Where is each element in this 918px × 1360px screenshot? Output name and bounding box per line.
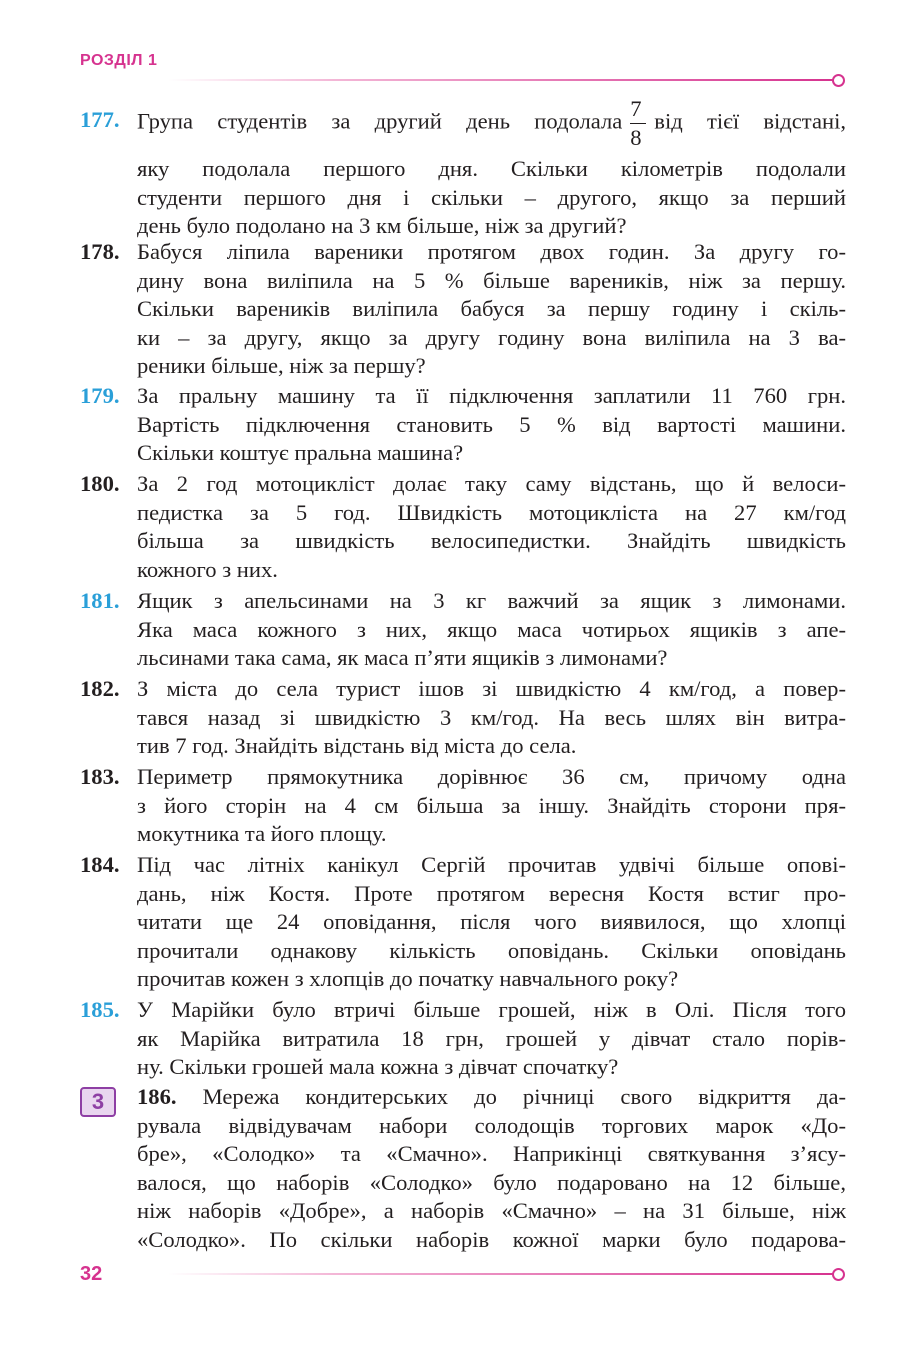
page-number: 32 (80, 1263, 103, 1285)
problem-line: яку подолала першого дня. Скільки кілометрів подолали (137, 156, 846, 181)
problem-line: Скільки коштує пральна машина? (137, 440, 464, 465)
problem-line: мокутника та його площу. (137, 821, 387, 846)
problem-line: З міста до села турист ішов зі швидкістю 4 км/год, а повер- (137, 676, 846, 701)
problem-number: 179. (80, 383, 120, 408)
section-label: РОЗДІЛ 1 (80, 52, 158, 69)
problem-line: Бабуся ліпила вареники протягом двох годин. За другу го- (137, 239, 846, 264)
problem-number: 184. (80, 852, 120, 877)
level-3-badge-icon: 3 (80, 1087, 116, 1117)
problem-line: тив 7 год. Знайдіть відстань від міста до села. (137, 733, 577, 758)
problem-line: педистка за 5 год. Швидкість мотоцикліста на 27 км/год (137, 499, 846, 525)
problem-line: Яка маса кожного з них, якщо маса чотирьох ящиків з апе- (137, 616, 846, 642)
fraction-bar (630, 123, 646, 124)
problem-line: Ящик з апельсинами на 3 кг важчий за ящик з лимонами. (137, 588, 846, 613)
problem-line: з його сторін на 4 см більша за іншу. Знайдіть сторони пря- (137, 792, 846, 818)
problem-number: 183. (80, 764, 120, 789)
problem-line: дину вона виліпила на 5 % більше вареників, ніж за першу. (137, 267, 846, 293)
problem-line: тався назад зі швидкістю 3 км/год. На весь шлях він витра- (137, 704, 846, 730)
problem-line: ніж наборів «Добре», а наборів «Смачно» – на 31 більше, ніж (137, 1198, 846, 1223)
problem-line: дань, ніж Костя. Проте протягом вересня Костя встиг про- (137, 880, 846, 906)
problem-182 (80, 675, 846, 761)
problem-line: кожного з них. (137, 556, 278, 582)
problem-line: як Марійка витратила 18 грн, грошей у дівчат стало порів- (137, 1025, 846, 1051)
problem-number: 178. (80, 239, 120, 264)
problem-line: У Марійки було втричі більше грошей, ніж в Олі. Після того (137, 997, 846, 1022)
problem-line: рувала відвідувачам набори солодощів торгових марок «До- (137, 1112, 846, 1138)
problem-186 (137, 1083, 846, 1254)
header-rule-end-dot (832, 74, 845, 87)
problem-line: бре», «Солодко» та «Смачно». Наприкінці святкування з’ясу- (137, 1141, 846, 1166)
footer-rule-end-dot (832, 1268, 845, 1281)
problem-line: 186. Мережа кондитерських до річниці свого відкриття да- (137, 1084, 846, 1109)
fraction (630, 96, 646, 151)
problem-line: прочитав кожен з хлопців до початку навчального року? (137, 966, 679, 991)
problem-177 (80, 96, 846, 241)
problem-183 (80, 763, 846, 849)
problem-179 (80, 382, 846, 468)
problem-line: прочитали однакову кількість оповідань. Скільки оповідань (137, 937, 846, 963)
problem-number: 186. (137, 1084, 177, 1109)
problem-178 (80, 238, 846, 381)
problem-number: 181. (80, 588, 120, 613)
problem-number: 185. (80, 997, 120, 1022)
fraction-numerator: 7 (630, 96, 642, 121)
problem-line: Скільки вареників виліпила бабуся за першу годину і скіль- (137, 296, 846, 321)
problem-line: валося, що наборів «Солодко» було подаровано на 12 більше, (137, 1169, 846, 1195)
problem-line: ки – за другу, якщо за другу годину вона виліпила на 3 ва- (137, 324, 846, 350)
problem-line: За 2 год мотоцикліст долає таку саму відстань, що й велоси- (137, 471, 846, 496)
fraction-denominator: 8 (630, 125, 642, 150)
problem-line: ну. Скільки грошей мала кожна з дівчат спочатку? (137, 1054, 619, 1079)
problem-line: Вартість підключення становить 5 % від вартості машини. (137, 411, 846, 437)
header-rule (168, 79, 834, 81)
problem-line: Периметр прямокутника дорівнює 36 см, причому одна (137, 764, 846, 789)
problem-number: 177. (80, 107, 120, 132)
problem-line: «Солодко». По скільки наборів кожної марки було подарова- (137, 1226, 846, 1252)
problem-line: більша за швидкість велосипедистки. Знайдіть швидкість (137, 528, 846, 553)
problem-number: 182. (80, 676, 120, 701)
problem-line: Група студентів за другий день подолала $\frac{7}{8}$ від тієї відстані, (137, 96, 846, 150)
problem-line: реники більше, ніж за першу? (137, 353, 426, 378)
problem-180 (80, 470, 846, 584)
footer-rule (168, 1273, 834, 1275)
problem-line: студенти першого дня і скільки – другого, якщо за перший (137, 184, 846, 210)
problem-181 (80, 587, 846, 673)
problem-line: За пральну машину та її підключення заплатили 11 760 грн. (137, 383, 846, 408)
problem-line: читати ще 24 оповідання, після чого виявилося, що хлопці (137, 909, 846, 934)
problem-line: льсинами така сама, як маса п’яти ящиків з лимонами? (137, 645, 668, 670)
problem-line: Під час літніх канікул Сергій прочитав удвічі більше опові- (137, 852, 846, 877)
problem-185 (80, 996, 846, 1082)
problem-number: 180. (80, 471, 120, 496)
problem-line: день було подолано на 3 км більше, ніж за другий? (137, 213, 627, 238)
problem-184 (80, 851, 846, 994)
